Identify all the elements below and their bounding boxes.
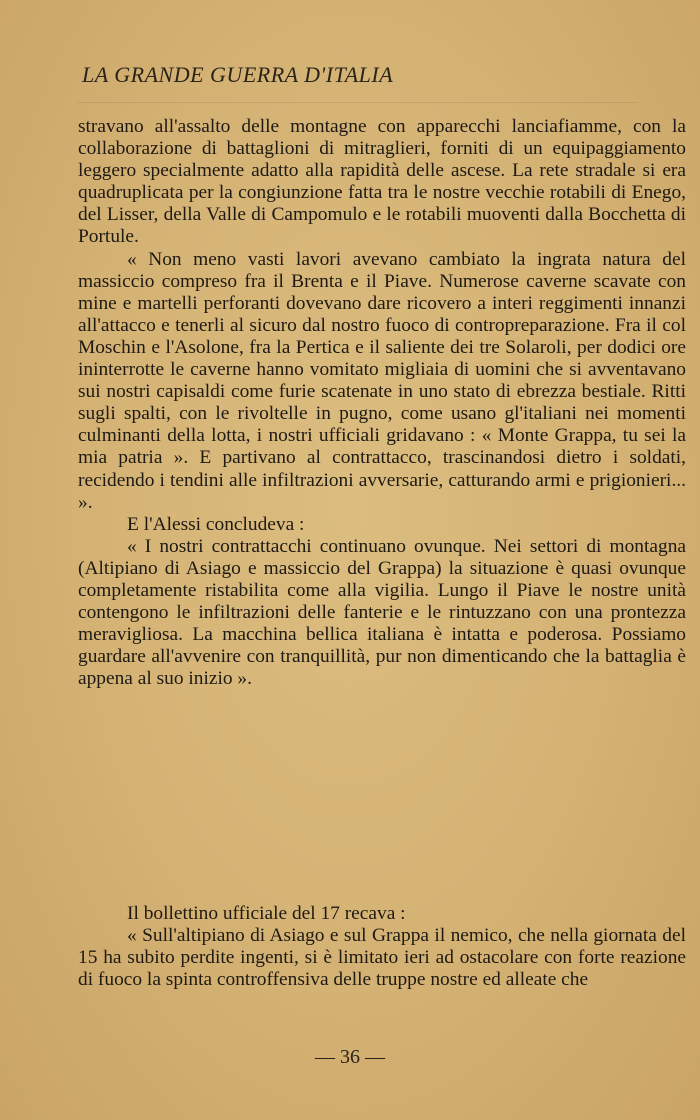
body-text-upper	[78, 116, 686, 690]
paragraph-bollettino-quote: « Sull'altipiano di Asiago e sul Grappa il nemico, che nella giornata del 15 ha subito perdite ingenti, si è limitato ieri ad ostacolare con forte reazione di fuoco la spinta controffensiva delle truppe nostre ed alleate che	[78, 925, 686, 991]
page-number: — 36 —	[315, 1046, 385, 1068]
paragraph-bollettino-intro: Il bollettino ufficiale del 17 recava :	[127, 903, 406, 924]
paragraph-alessi-intro: E l'Alessi concludeva :	[127, 513, 305, 535]
paragraph-alessi-quote: « I nostri contrattacchi continuano ovunque. Nei settori di montagna (Altipiano di Asiago e massiccio del Grappa) la situazione è quasi ovunque completamente ristabilita come alla vigilia. Lungo il Piave le nostre unità contengono le infiltrazioni delle fanterie e le rintuzzano con una prontezza meravigliosa. La macchina bellica italiana è intatta e poderosa. Possiamo guardare all'avvenire con tranquillità, pur non dimenticando che la battaglia è appena al suo inizio ».	[78, 535, 686, 690]
page-header: LA GRANDE GUERRA D'ITALIA	[82, 62, 394, 87]
paragraph-quote-grappa: « Non meno vasti lavori avevano cambiato la ingrata natura del massiccio compreso fra il Brenta e il Piave. Numerose caverne scavate con mine e martelli perforanti dovevano dare ricovero a interi reggimenti innanzi all'attacco e tenerli al sicuro dal nostro fuoco di contropreparazione. Fra il col Moschin e l'Asolone, fra la Pertica e il saliente dei tre Solaroli, per dodici ore ininterrotte le caverne hanno vomitato migliaia di uomini che si avventavano sui nostri capisaldi come furie scatenate in uno stato di ebrezza bestiale. Ritti sugli spalti, con le rivoltelle in pugno, come usano gl'italiani nei momenti culminanti della lotta, i nostri ufficiali gridavano : « Monte Grappa, tu sei la mia patria ». E partivano al contrattacco, trascinandosi dietro i soldati, recidendo i tendini alle infiltrazioni avversarie, catturando armi e prigionieri... ».	[78, 248, 686, 513]
paragraph-continuation: stravano all'assalto delle montagne con apparecchi lanciafiamme, con la collaborazione di battaglioni di mitraglieri, forniti di un equipaggiamento leggero specialmente adatto alla rapidità delle ascese. La rete stradale si era quadruplicata per la congiunzione fatta tra le nostre vecchie rotabili di Enego, del Lisser, della Valle di Campomulo e le rotabili muoventi dalla Bocchetta di Portule.	[78, 116, 686, 248]
body-text-lower	[78, 903, 686, 991]
